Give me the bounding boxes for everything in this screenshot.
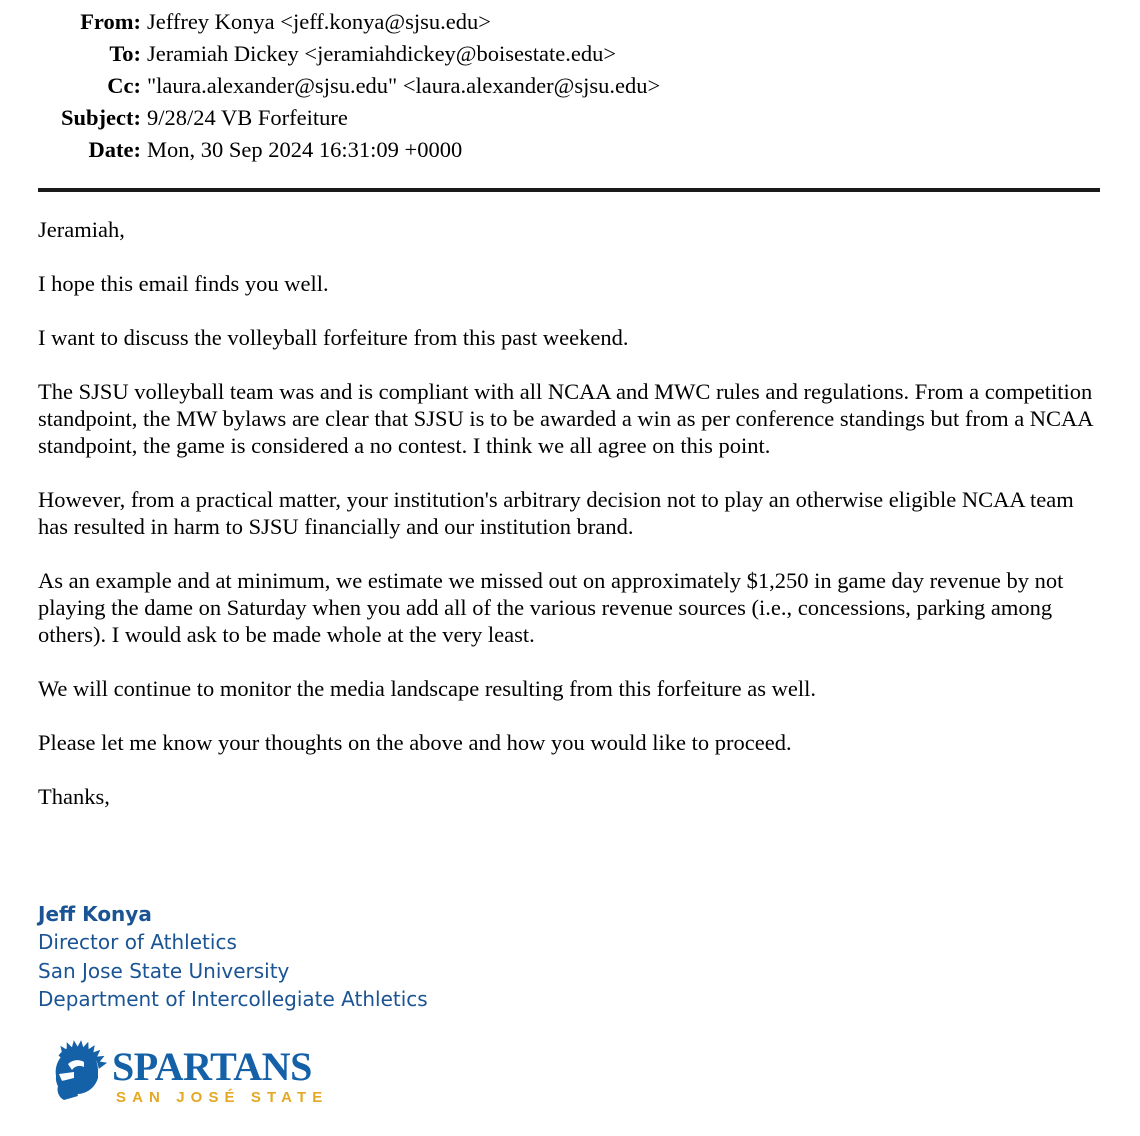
body-paragraph-3: The SJSU volleyball team was and is compliant with all NCAA and MWC rules and regulations. From a competition standpoint, the MW bylaws are clear that SJSU is to be awarded a win as per conference standings but from a NCAA standpoint, the game is considered a no contest. I think we all agree on this point.	[38, 379, 1093, 458]
email-body	[0, 192, 1098, 810]
signature-organization: San Jose State University	[38, 958, 290, 983]
header-row-date	[0, 134, 1140, 166]
body-paragraph-7: Please let me know your thoughts on the above and how you would like to proceed.	[38, 730, 792, 755]
header-value-date: Mon, 30 Sep 2024 16:31:09 +0000	[147, 137, 463, 162]
body-paragraph-1: I hope this email finds you well.	[38, 271, 329, 296]
spartan-helmet-icon	[56, 1040, 108, 1100]
sjsu-spartans-logo	[34, 1034, 344, 1114]
body-paragraph-2: I want to discuss the volleyball forfeiture from this past weekend.	[38, 325, 629, 350]
header-label-to: To:	[109, 41, 141, 66]
header-value-cc: "laura.alexander@sjsu.edu" <laura.alexander@sjsu.edu>	[147, 73, 661, 98]
email-signature	[38, 900, 428, 1014]
header-label-cc: Cc:	[107, 73, 141, 98]
email-header	[0, 0, 1140, 166]
body-paragraph-5: As an example and at minimum, we estimate we missed out on approximately $1,250 in game day revenue by not playing the dame on Saturday when you add all of the various revenue sources (i.e., concessions, parking among others). I would ask to be made whole at the very least.	[38, 568, 1064, 647]
header-row-to	[0, 38, 1140, 70]
header-label-from: From:	[80, 9, 141, 34]
signature-title: Director of Athletics	[38, 930, 237, 955]
body-paragraph-4: However, from a practical matter, your institution's arbitrary decision not to play an otherwise eligible NCAA team has resulted in harm to SJSU financially and our institution brand.	[38, 487, 1074, 539]
header-label-subject: Subject:	[61, 105, 141, 130]
header-label-date: Date:	[88, 137, 141, 162]
header-row-subject	[0, 102, 1140, 134]
body-salutation: Jeramiah,	[38, 217, 125, 242]
logo-wordmark: SPARTANS	[112, 1044, 312, 1089]
body-paragraph-6: We will continue to monitor the media landscape resulting from this forfeiture as well.	[38, 676, 816, 701]
signature-name: Jeff Konya	[38, 902, 152, 926]
logo-subtitle: SAN JOSÉ STATE	[116, 1089, 329, 1106]
header-value-subject: 9/28/24 VB Forfeiture	[147, 105, 348, 130]
body-closing: Thanks,	[38, 784, 110, 809]
header-row-cc	[0, 70, 1140, 102]
spartans-logo-svg	[34, 1034, 344, 1114]
header-value-from: Jeffrey Konya <jeff.konya@sjsu.edu>	[147, 9, 491, 34]
signature-department: Department of Intercollegiate Athletics	[38, 987, 428, 1012]
header-value-to: Jeramiah Dickey <jeramiahdickey@boisestate.edu>	[147, 41, 617, 66]
header-row-from	[0, 6, 1140, 38]
